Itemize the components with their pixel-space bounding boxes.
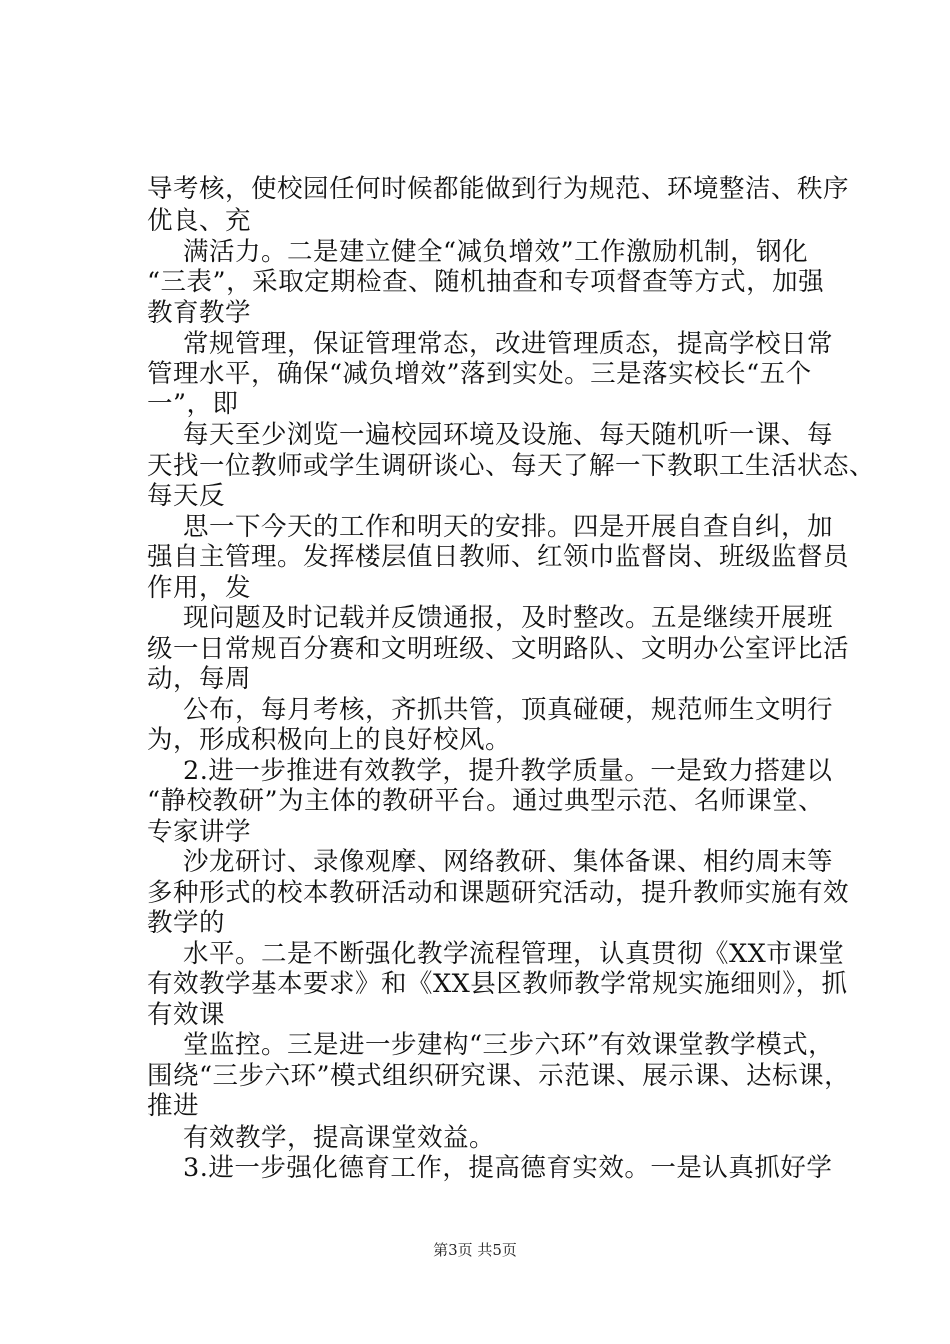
text-line: 有效教学，提高课堂效益。 <box>183 1123 496 1153</box>
text-line: 堂监控。三是进一步建构“三步六环”有效课堂教学模式， <box>183 1030 835 1060</box>
text-line: 公布，每月考核，齐抓共管，顶真碰硬，规范师生文明行 <box>183 695 834 725</box>
text-line: 围绕“三步六环”模式组织研究课、示范课、展示课、达标课， <box>147 1061 851 1091</box>
text-line: 强自主管理。发挥楼层值日教师、红领巾监督岗、班级监督员 <box>147 542 850 572</box>
text-line: 动，每周 <box>147 664 252 694</box>
text-line: “三表”，采取定期检查、随机抽查和专项督查等方式，加强 <box>147 267 825 297</box>
text-line: 每天至少浏览一遍校园环境及设施、每天随机听一课、每 <box>183 420 834 450</box>
text-line: 每天反 <box>147 481 226 511</box>
text-line: “静校教研”为主体的教研平台。通过典型示范、名师课堂、 <box>147 786 825 816</box>
text-line: 有效教学基本要求》和《XX县区教师教学常规实施细则》，抓 <box>147 969 848 999</box>
text-line: 教学的 <box>147 908 226 938</box>
text-line: 有效课 <box>147 1000 226 1030</box>
page-footer: 第3页 共5页 <box>433 1241 517 1259</box>
text-line: 常规管理，保证管理常态，改进管理质态，提高学校日常 <box>183 329 834 359</box>
text-line: 思一下今天的工作和明天的安排。四是开展自查自纠，加 <box>183 512 834 542</box>
text-line: 水平。二是不断强化教学流程管理，认真贯彻《XX市课堂 <box>183 939 845 969</box>
text-line: 推进 <box>147 1091 200 1121</box>
text-line: 多种形式的校本教研活动和课题研究活动，提升教师实施有效 <box>147 878 850 908</box>
text-line: 优良、充 <box>147 206 252 236</box>
text-line: 2.进一步推进有效教学，提升教学质量。一是致力搭建以 <box>183 756 833 786</box>
text-line: 导考核，使校园任何时候都能做到行为规范、环境整洁、秩序 <box>147 174 850 204</box>
text-line: 天找一位教师或学生调研谈心、每天了解一下教职工生活状态、 <box>147 451 876 481</box>
text-line: 教育教学 <box>147 298 252 328</box>
text-line: 一”，即 <box>147 389 239 419</box>
text-line: 管理水平，确保“减负增效”落到实处。三是落实校长“五个 <box>147 359 812 389</box>
text-line: 沙龙研讨、录像观摩、网络教研、集体备课、相约周末等 <box>183 847 834 877</box>
text-line: 为，形成积极向上的良好校风。 <box>147 725 512 755</box>
text-line: 级一日常规百分赛和文明班级、文明路队、文明办公室评比活 <box>147 634 850 664</box>
text-line: 现问题及时记载并反馈通报，及时整改。五是继续开展班 <box>183 603 834 633</box>
text-line: 作用，发 <box>147 573 252 603</box>
text-line: 满活力。二是建立健全“减负增效”工作激励机制，钢化 <box>183 237 809 267</box>
text-line: 3.进一步强化德育工作，提高德育实效。一是认真抓好学 <box>183 1153 833 1183</box>
text-line: 专家讲学 <box>147 817 252 847</box>
